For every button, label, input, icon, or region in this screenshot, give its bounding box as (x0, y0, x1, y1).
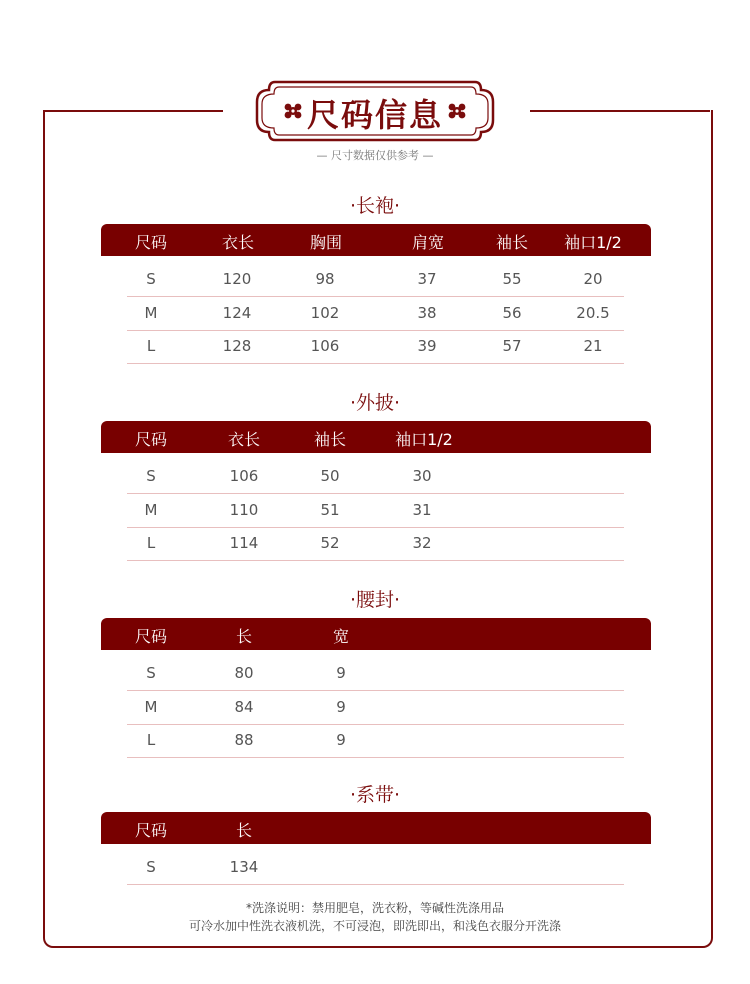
page-title: 尺码信息 (306, 96, 443, 134)
cell: 21 (583, 337, 603, 355)
cell: 57 (502, 337, 522, 355)
header-cell: 长 (235, 821, 252, 840)
cell: 39 (417, 337, 437, 355)
cell: 51 (320, 501, 340, 519)
cell: 80 (234, 664, 254, 682)
table-header-belt (101, 618, 651, 650)
cell: M (144, 698, 158, 716)
cell: 52 (320, 534, 340, 552)
header-cell: 衣长 (227, 430, 260, 449)
cell: 102 (310, 304, 340, 322)
cell: 106 (310, 337, 340, 355)
header-cell: 尺码 (134, 430, 167, 449)
care-note-line1: *洗涤说明：禁用肥皂，洗衣粉，等碱性洗涤用品 (245, 901, 504, 915)
title-plaque (255, 80, 495, 142)
table-row (127, 297, 624, 331)
cell: 106 (229, 467, 259, 485)
header-cell: 尺码 (134, 627, 167, 646)
table-row (127, 657, 624, 691)
cell: 32 (412, 534, 432, 552)
table-row (127, 330, 624, 364)
cell: 56 (502, 304, 522, 322)
cell: 37 (417, 270, 437, 288)
section-title-belt: ·腰封· (349, 589, 401, 611)
cell: S (146, 270, 156, 288)
cell: S (146, 858, 156, 876)
frame-top-line-right (530, 110, 710, 112)
table-row (127, 494, 624, 528)
table-row (127, 527, 624, 561)
cell: 50 (320, 467, 340, 485)
section-title-cape: ·外披· (349, 392, 401, 414)
cell: S (146, 664, 156, 682)
cell: 9 (336, 664, 346, 682)
cell: L (146, 731, 156, 749)
cell: 38 (417, 304, 437, 322)
cell: 20.5 (576, 304, 610, 322)
header-cell: 袖长 (495, 233, 528, 252)
section-title-robe: ·长袍· (349, 195, 401, 217)
cell: 31 (412, 501, 432, 519)
cell: 30 (412, 467, 432, 485)
cell: 110 (229, 501, 259, 519)
table-header-robe (101, 224, 651, 256)
table-row (127, 263, 624, 297)
cell: M (144, 304, 158, 322)
cell: 9 (336, 731, 346, 749)
header-cell: 尺码 (134, 821, 167, 840)
cell: 134 (229, 858, 259, 876)
header-cell: 宽 (332, 627, 349, 646)
header-cell: 胸围 (309, 233, 342, 252)
cell: L (146, 337, 156, 355)
cell: 84 (234, 698, 254, 716)
table-header-sash (101, 812, 651, 844)
care-note-line2: 可冷水加中性洗衣液机洗，不可浸泡，即洗即出，和浅色衣服分开洗涤 (188, 919, 561, 933)
cell: S (146, 467, 156, 485)
cell: M (144, 501, 158, 519)
page-subtitle: — 尺寸数据仅供参考 — (316, 149, 434, 162)
header-cell: 长 (235, 627, 252, 646)
cell: 9 (336, 698, 346, 716)
frame-top-line-left (43, 110, 223, 112)
section-title-sash: ·系带· (349, 784, 401, 806)
cell: 128 (222, 337, 252, 355)
table-row (127, 460, 624, 494)
cell: 114 (229, 534, 259, 552)
header-cell: 尺码 (134, 233, 167, 252)
cell: 88 (234, 731, 254, 749)
cell: 124 (222, 304, 252, 322)
cell: 98 (315, 270, 335, 288)
table-row (127, 691, 624, 725)
table-row (127, 724, 624, 758)
cell: 20 (583, 270, 603, 288)
table-row (127, 851, 624, 885)
cell: 55 (502, 270, 522, 288)
header-cell: 袖长 (313, 430, 346, 449)
header-cell: 衣长 (221, 233, 254, 252)
header-cell: 袖口1/2 (395, 430, 453, 449)
cell: L (146, 534, 156, 552)
cell: 120 (222, 270, 252, 288)
header-cell: 袖口1/2 (564, 233, 622, 252)
table-header-cape (101, 421, 651, 453)
header-cell: 肩宽 (411, 233, 444, 252)
